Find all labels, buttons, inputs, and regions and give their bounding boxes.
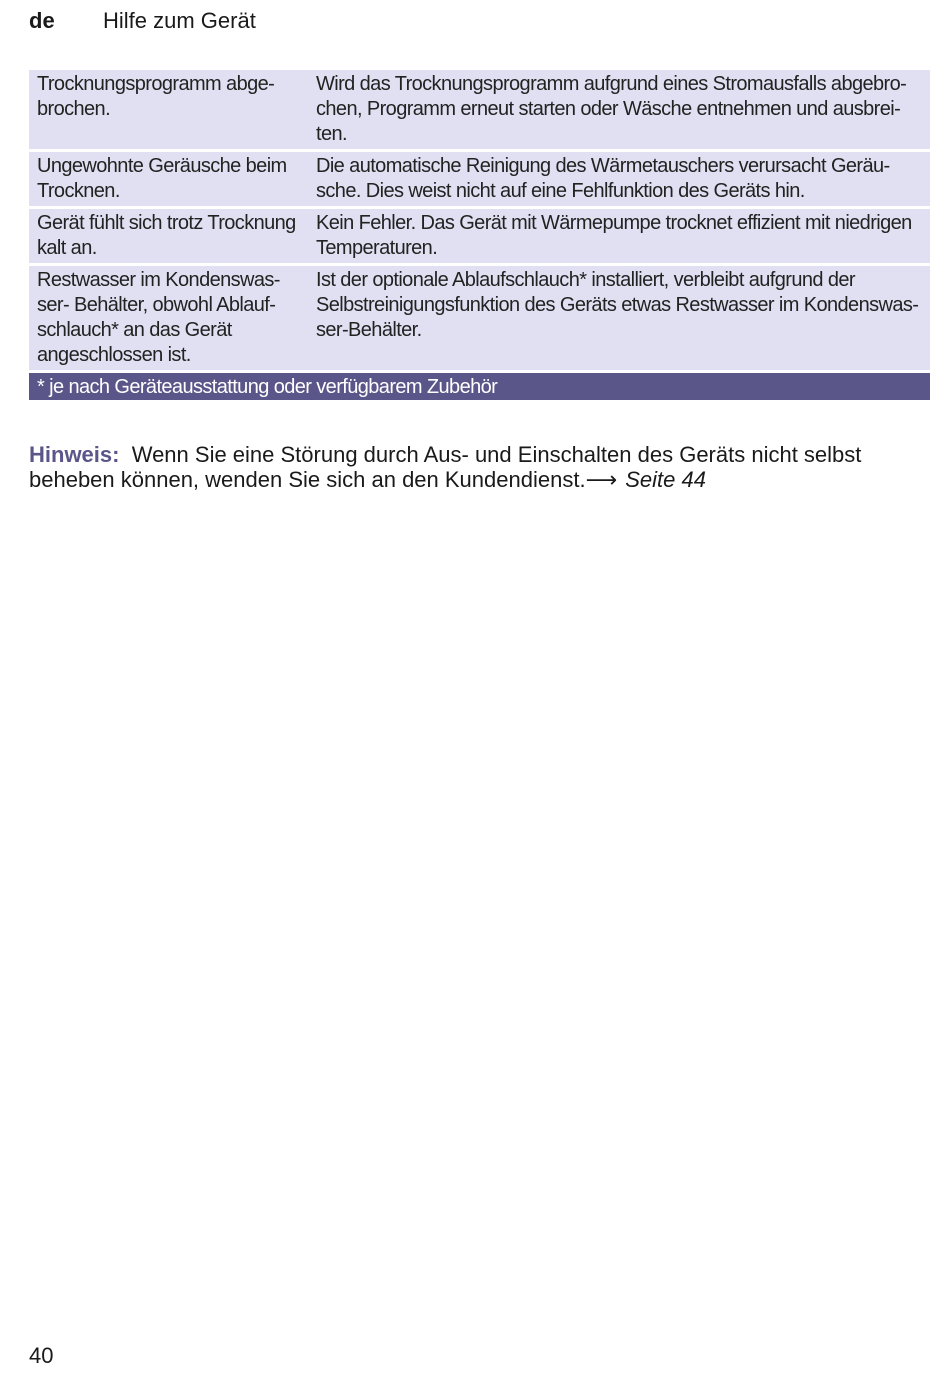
hint-label: Hinweis: [29, 442, 120, 467]
problem-text: Trocknungsprogramm abge- brochen. [37, 73, 275, 120]
page-number: 40 [29, 1343, 54, 1368]
solution-cell [308, 266, 930, 370]
solution-text: Ist der optionale Ablaufschlauch* installiert, verbleibt aufgrund der Selbstreinigungsfunktion des Geräts etwas Restwasser im Kondenswas- ser-Behälter. [316, 269, 919, 341]
problem-cell [29, 152, 308, 206]
solution-text: Die automatische Reinigung des Wärmetauschers verursacht Geräu- sche. Dies weist nicht auf eine Fehlfunktion des Geräts hin. [316, 155, 890, 202]
arrow-right-icon: ⟶ [585, 467, 618, 492]
problem-text: Restwasser im Kondenswas- ser- Behälter, obwohl Ablauf- schlauch* an das Gerät angeschlossen ist. [37, 269, 280, 366]
problem-cell [29, 266, 308, 370]
page-reference-link[interactable]: Seite 44 [625, 467, 706, 492]
solution-cell [308, 152, 930, 206]
language-code: de [29, 8, 55, 33]
problem-cell [29, 70, 308, 149]
solution-cell [308, 70, 930, 149]
table-row [29, 70, 930, 152]
table-row [29, 152, 930, 209]
problem-text: Ungewohnte Geräusche beim Trocknen. [37, 155, 287, 202]
solution-text: Kein Fehler. Das Gerät mit Wärmepumpe trocknet effizient mit niedrigen Temperaturen. [316, 212, 912, 259]
solution-cell [308, 209, 930, 263]
section-title: Hilfe zum Gerät [103, 8, 256, 33]
hint-text: Wenn Sie eine Störung durch Aus- und Einschalten des Geräts nicht selbst beheben können, wenden Sie sich an den Kundendienst. [29, 442, 862, 492]
table-row [29, 209, 930, 266]
solution-text: Wird das Trocknungsprogramm aufgrund eines Stromausfalls abgebro- chen, Programm erneut starten oder Wäsche entnehmen und ausbrei- ten. [316, 73, 907, 145]
table-footnote: * je nach Geräteausstattung oder verfügbarem Zubehör [29, 373, 930, 400]
table-row [29, 266, 930, 373]
problem-text: Gerät fühlt sich trotz Trocknung kalt an. [37, 212, 296, 259]
problem-cell [29, 209, 308, 263]
troubleshooting-table [29, 70, 930, 400]
hint-note [29, 442, 929, 492]
